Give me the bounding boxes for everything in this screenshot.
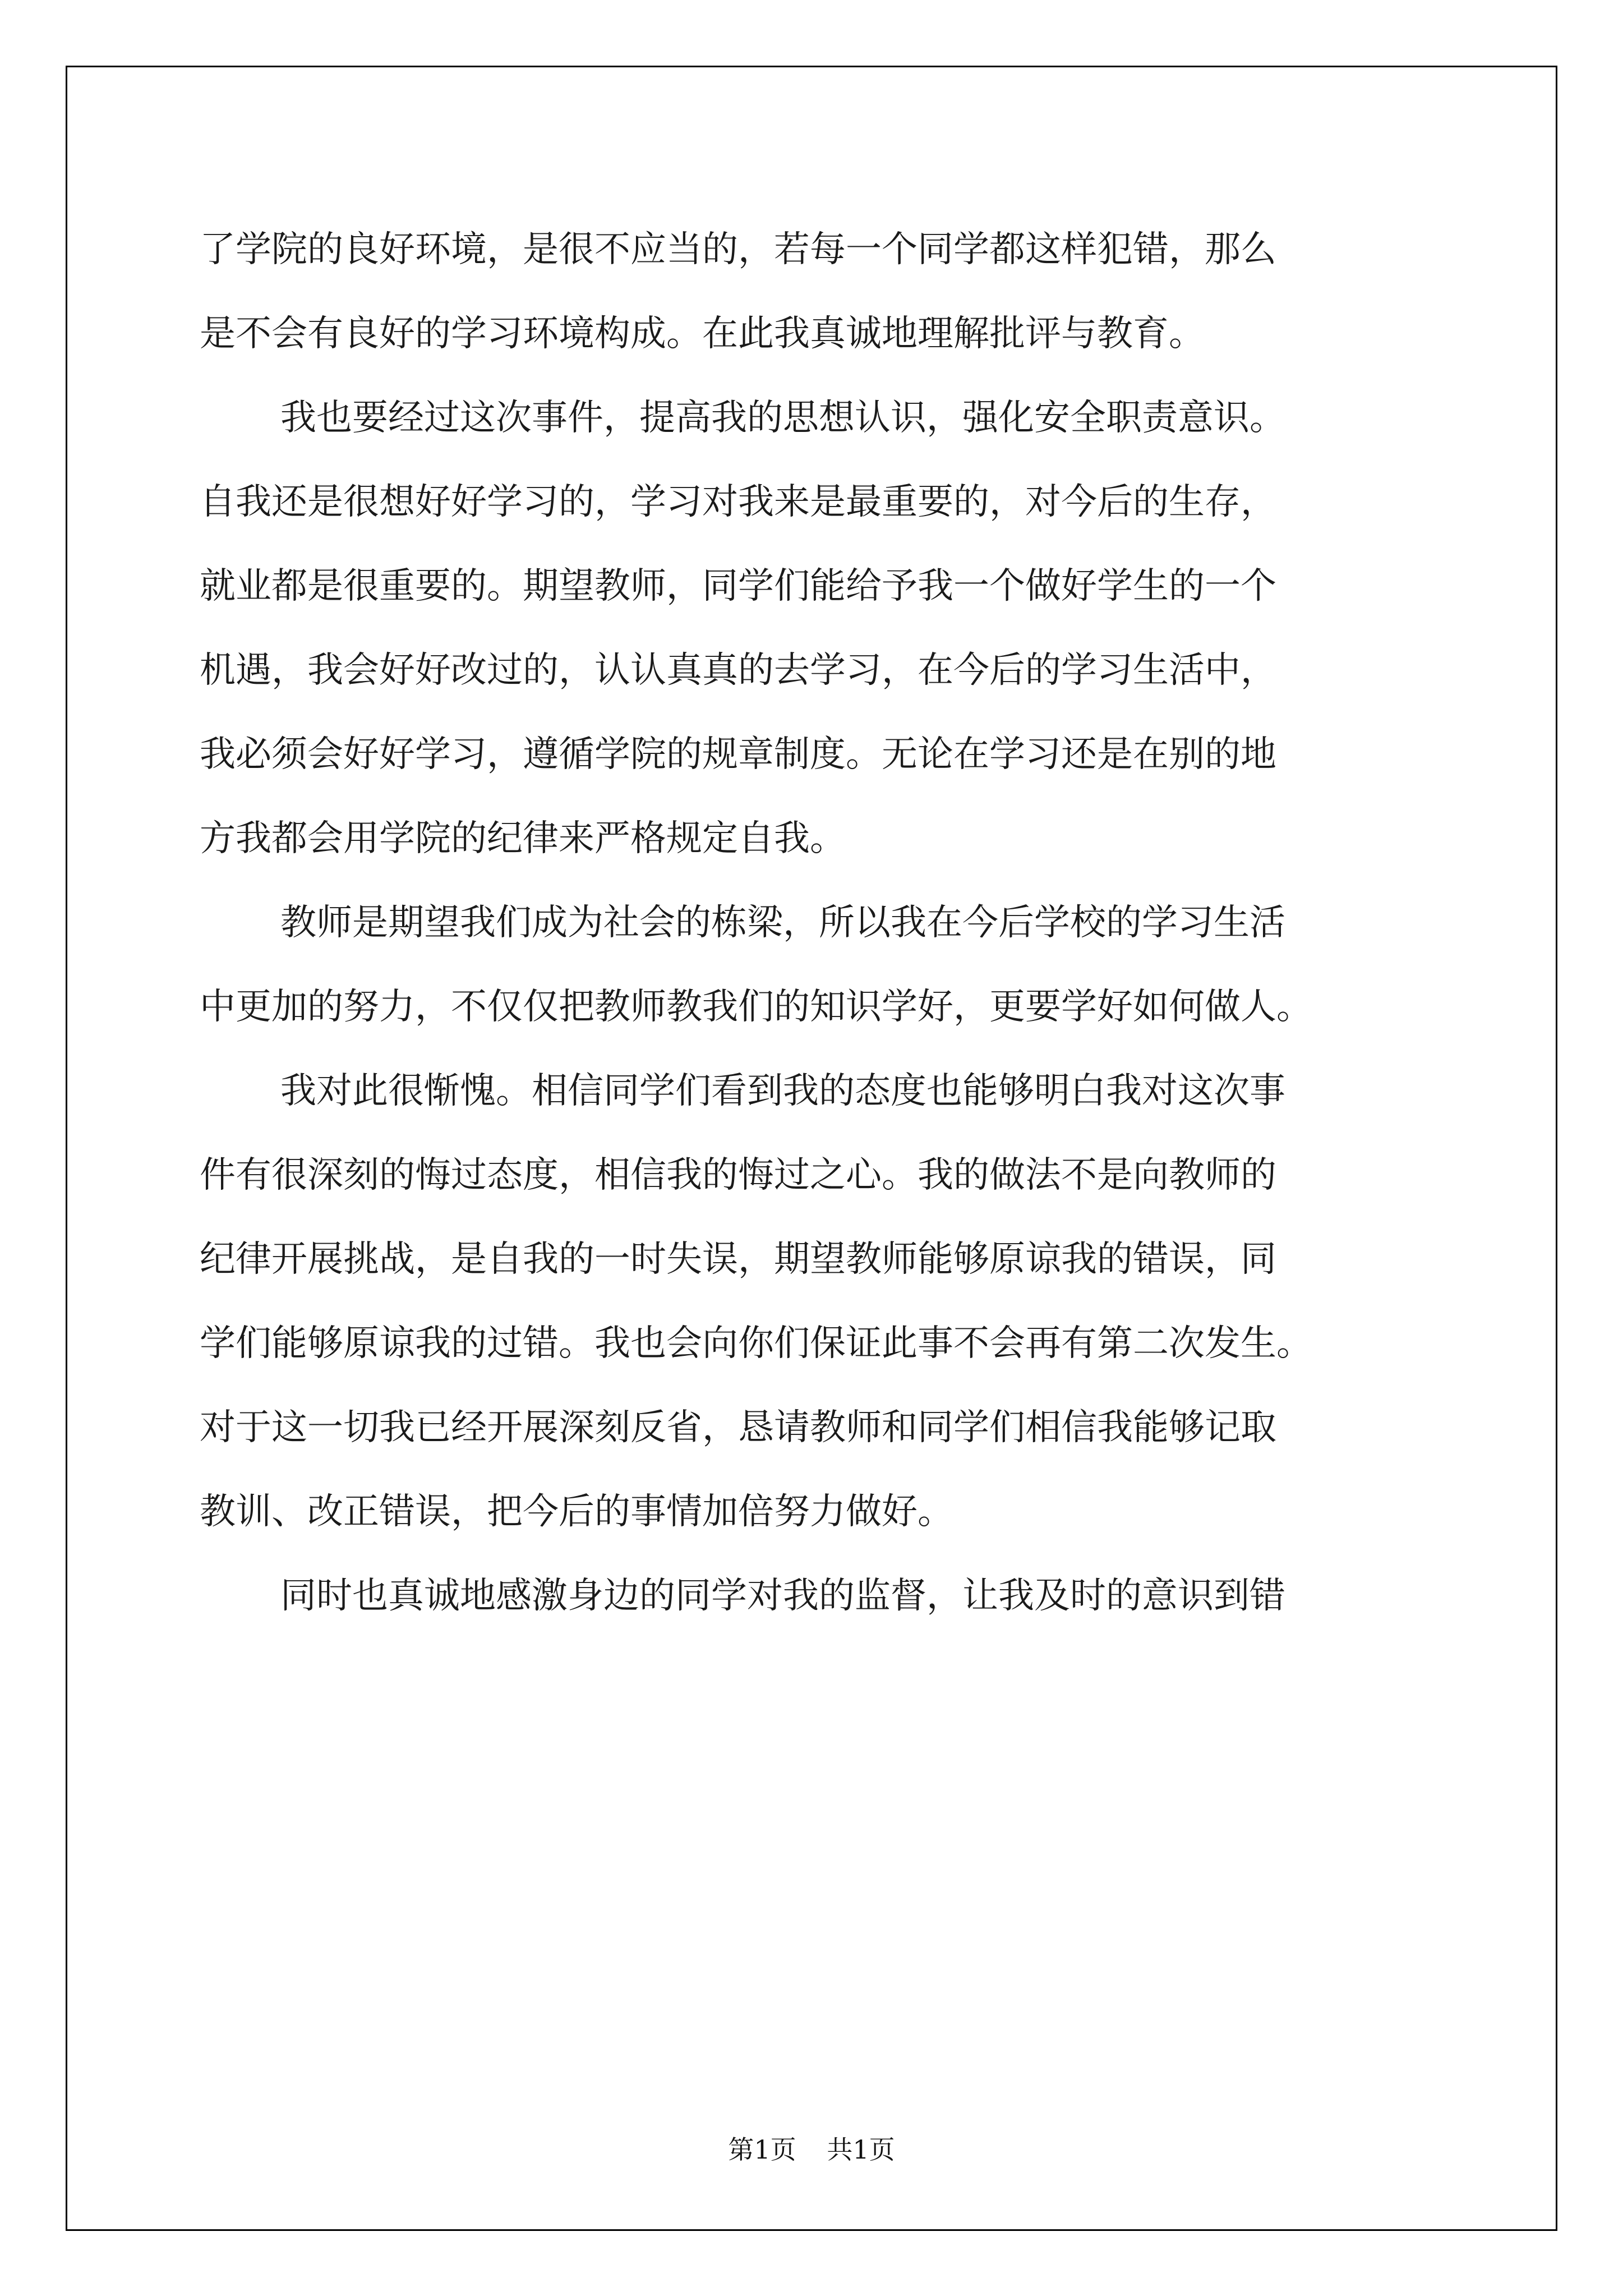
paragraph-start-line: 教师是期望我们成为社会的栋梁，所以我在今后学校的学习生活 xyxy=(280,902,1285,944)
text-line: 对于这一切我已经开展深刻反省，恳请教师和同学们相信我能够记取 xyxy=(200,1407,1276,1448)
text-line: 我必须会好好学习，遵循学院的规章制度。无论在学习还是在别的地 xyxy=(200,734,1276,775)
page-count: 共1页 xyxy=(827,2134,895,2165)
page-footer xyxy=(0,2129,1623,2166)
document-body xyxy=(200,208,1461,1638)
text-line: 学们能够原谅我的过错。我也会向你们保证此事不会再有第二次发生。 xyxy=(200,1323,1312,1364)
text-line: 就业都是很重要的。期望教师，同学们能给予我一个做好学生的一个 xyxy=(200,565,1276,607)
paragraph-start-line: 我对此很惭愧。相信同学们看到我的态度也能够明白我对这次事 xyxy=(280,1070,1285,1112)
text-line: 方我都会用学院的纪律来严格规定自我。 xyxy=(200,818,846,859)
text-line: 教训、改正错误，把今后的事情加倍努力做好。 xyxy=(200,1491,953,1533)
text-line: 是不会有良好的学习环境构成。在此我真诚地理解批评与教育。 xyxy=(200,313,1205,355)
text-line: 机遇，我会好好改过的，认认真真的去学习，在今后的学习生活中， xyxy=(200,650,1276,691)
text-line: 自我还是很想好好学习的，学习对我来是最重要的，对今后的生存， xyxy=(200,481,1276,523)
text-line: 件有很深刻的悔过态度，相信我的悔过之心。我的做法不是向教师的 xyxy=(200,1154,1276,1196)
paragraph-start-line: 同时也真诚地感激身边的同学对我的监督，让我及时的意识到错 xyxy=(280,1575,1285,1617)
paragraph-start-line: 我也要经过这次事件，提高我的思想认识，强化安全职责意识。 xyxy=(280,397,1285,439)
text-line: 中更加的努力，不仅仅把教师教我们的知识学好，更要学好如何做人。 xyxy=(200,986,1312,1028)
text-line: 纪律开展挑战，是自我的一时失误，期望教师能够原谅我的错误，同 xyxy=(200,1239,1276,1280)
text-line: 了学院的良好环境，是很不应当的，若每一个同学都这样犯错，那么 xyxy=(200,229,1276,270)
page-number: 第1页 xyxy=(728,2134,796,2165)
